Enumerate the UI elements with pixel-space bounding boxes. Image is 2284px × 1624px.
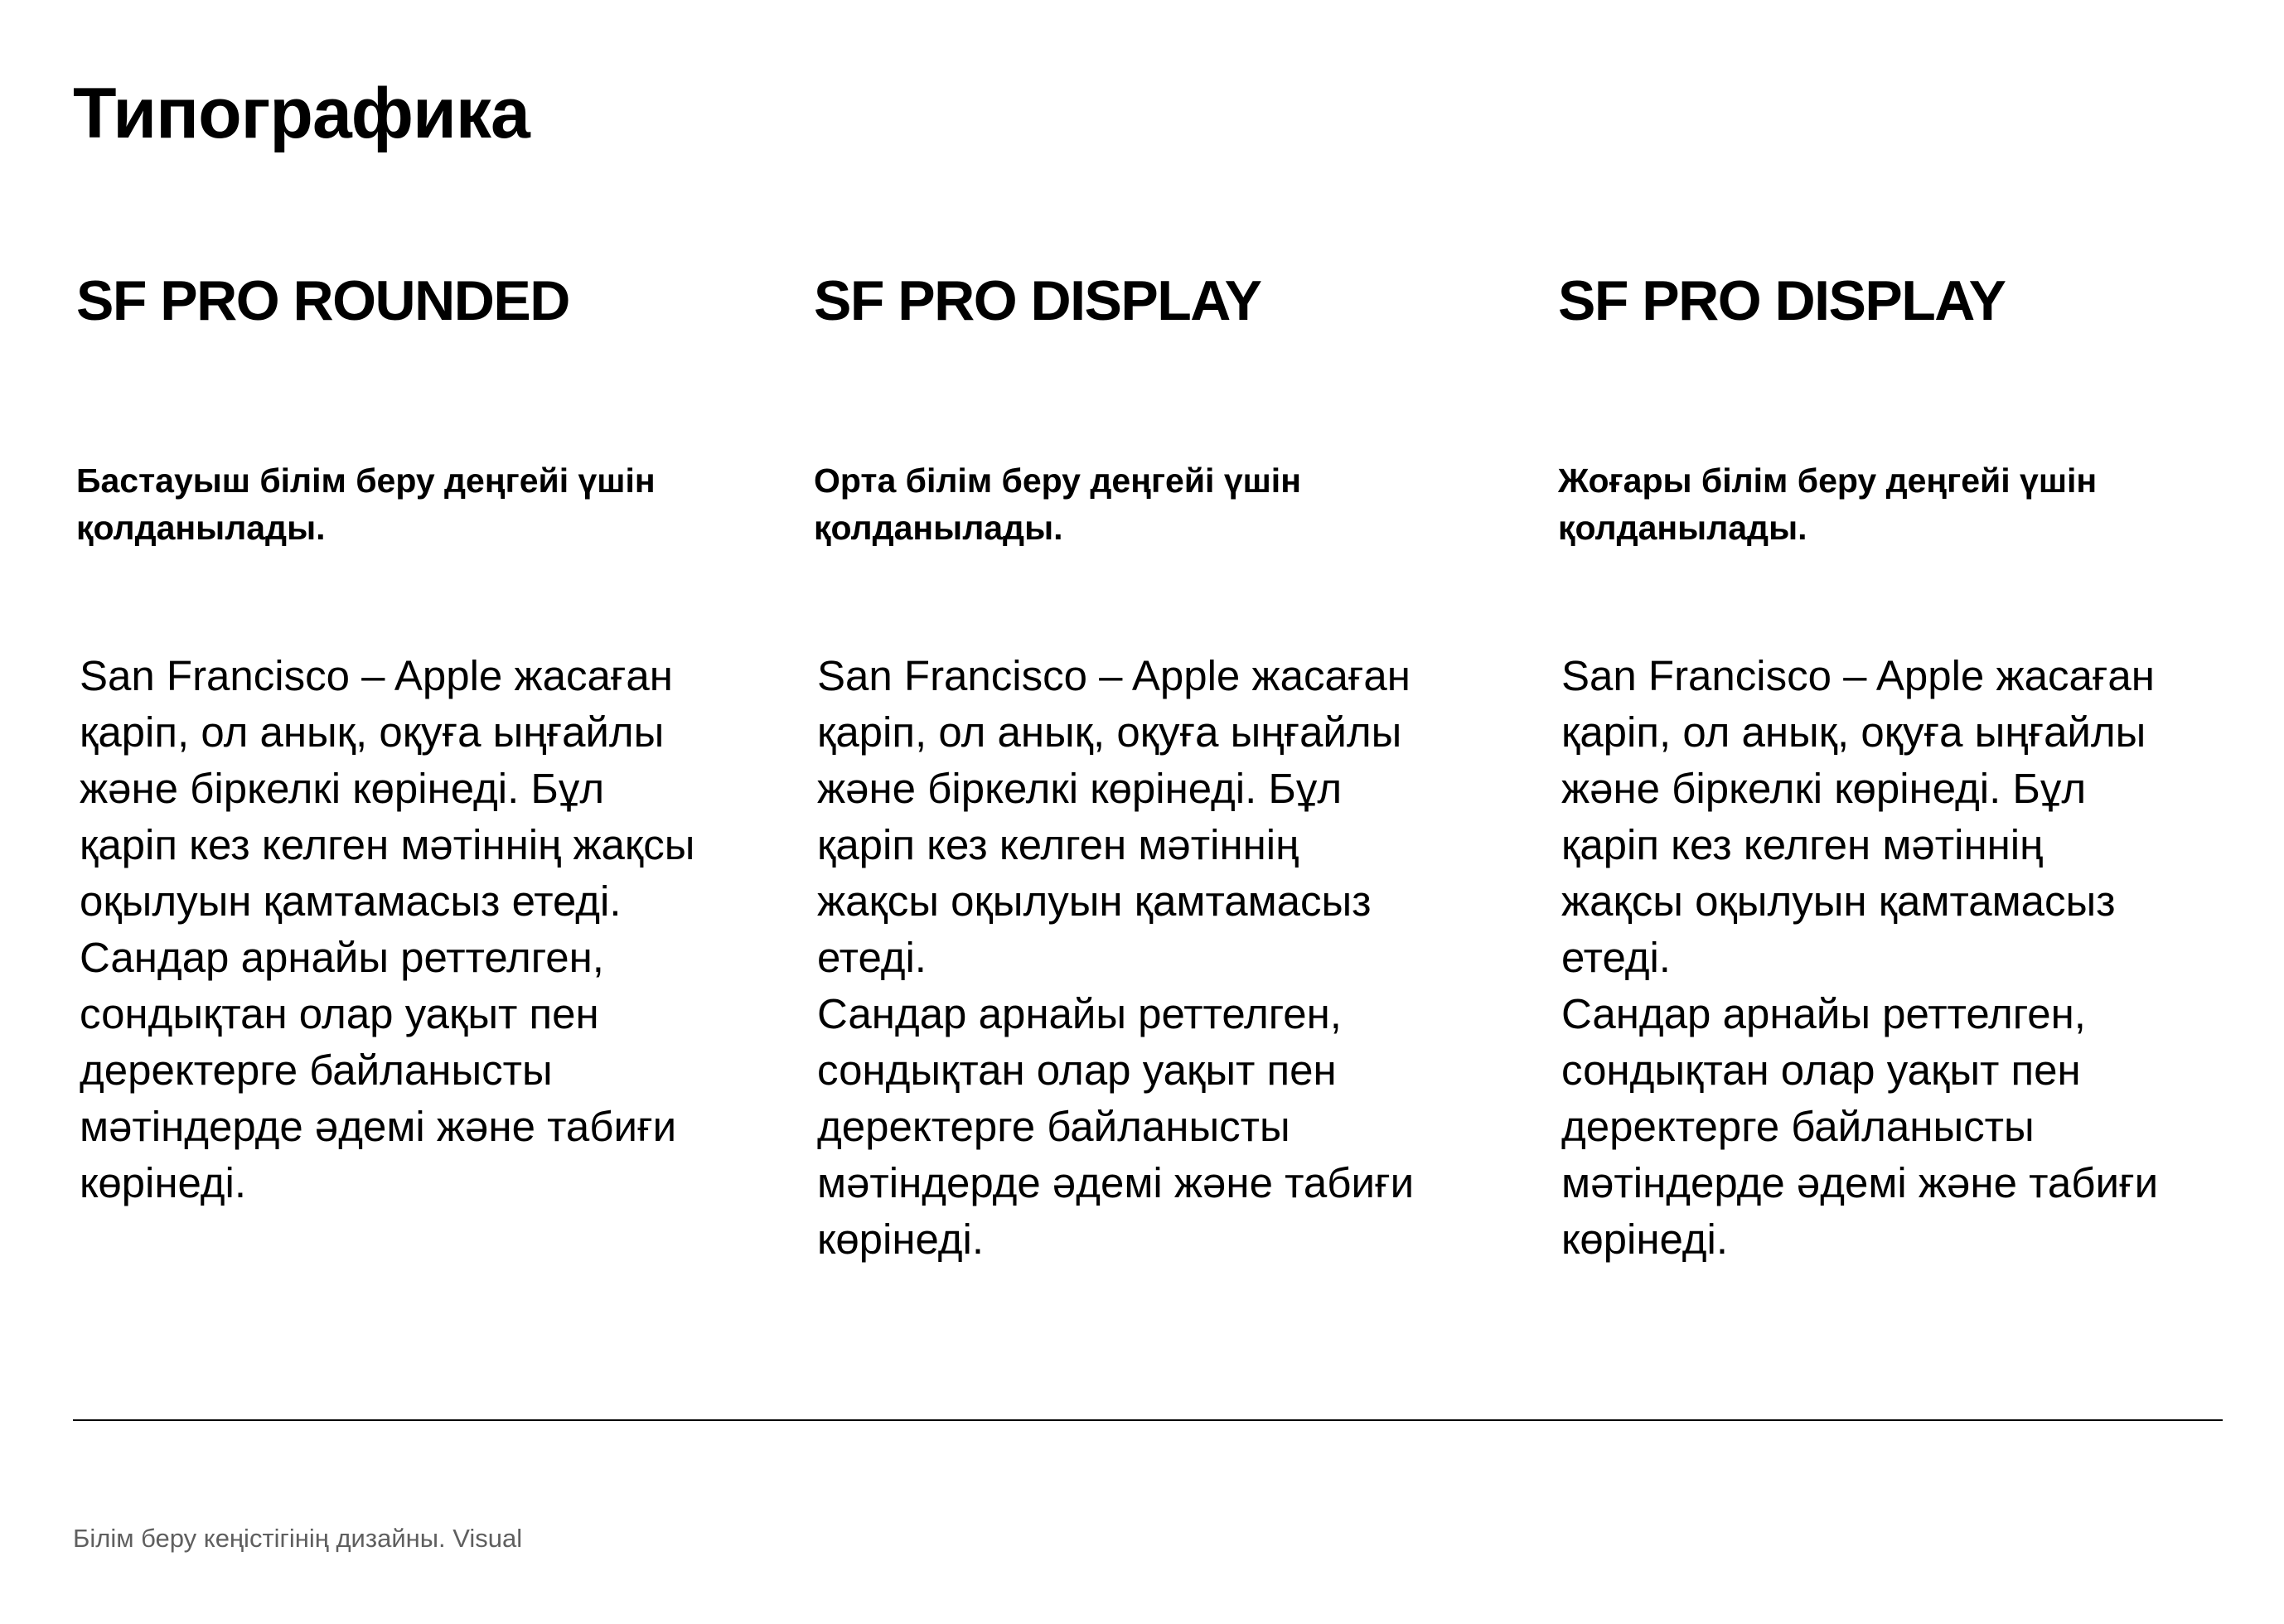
sample-line: қаріп, ол анық, оқуға ыңғайлы: [1561, 708, 2146, 756]
sample-line: жақсы оқылуын қамтамасыз: [817, 877, 1372, 925]
sample-line: San Francisco – Apple жасаған: [1561, 652, 2155, 699]
sample-text: [817, 648, 1414, 1268]
sample-line: және біркелкі көрінеді. Бұл: [1561, 765, 2087, 812]
sample-line: Сандар арнайы реттелген,: [80, 934, 604, 981]
sample-line: қаріп кез келген мәтіннің жақсы: [80, 821, 695, 868]
sample-line: қаріп, ол анық, оқуға ыңғайлы: [817, 708, 1402, 756]
sample-line: қаріп кез келген мәтіннің: [817, 821, 1299, 868]
sample-line: етеді.: [817, 934, 927, 981]
footer-divider: [73, 1419, 2223, 1421]
usage-description: Орта білім беру деңгейі үшін қолданылады.: [814, 462, 1301, 547]
sample-line: және біркелкі көрінеді. Бұл: [80, 765, 605, 812]
sample-line: қаріп, ол анық, оқуға ыңғайлы: [80, 708, 665, 756]
sample-line: Сандар арнайы реттелген,: [817, 990, 1342, 1037]
sample-line: деректерге байланысты: [80, 1046, 553, 1094]
sample-line: мәтіндерде әдемі және табиғи: [1561, 1159, 2159, 1206]
sample-line: мәтіндерде әдемі және табиғи: [817, 1159, 1415, 1206]
sample-line: және біркелкі көрінеді. Бұл: [817, 765, 1343, 812]
font-name-heading: SF PRO DISPLAY: [814, 269, 1261, 332]
sample-line: деректерге байланысты: [1561, 1103, 2035, 1150]
sample-line: Сандар арнайы реттелген,: [1561, 990, 2086, 1037]
sample-line: деректерге байланысты: [817, 1103, 1290, 1150]
sample-line: мәтіндерде әдемі және табиғи: [80, 1103, 677, 1150]
page-title: Типографика: [73, 74, 530, 153]
sample-line: жақсы оқылуын қамтамасыз: [1561, 877, 2116, 925]
sample-line: San Francisco – Apple жасаған: [817, 652, 1411, 699]
footer-caption: Білім беру кеңістігінің дизайны. Visual: [73, 1524, 523, 1553]
font-name-heading: SF PRO ROUNDED: [76, 269, 569, 332]
sample-line: көрінеді.: [80, 1159, 247, 1206]
font-name-heading: SF PRO DISPLAY: [1558, 269, 2006, 332]
sample-line: қаріп кез келген мәтіннің: [1561, 821, 2044, 868]
sample-line: сондықтан олар уақыт пен: [817, 1046, 1337, 1094]
sample-line: оқылуын қамтамасыз етеді.: [80, 877, 622, 925]
sample-line: көрінеді.: [1561, 1216, 1729, 1263]
sample-line: көрінеді.: [817, 1216, 985, 1263]
usage-description: Жоғары білім беру деңгейі үшін қолданылады.: [1558, 462, 2098, 547]
sample-line: San Francisco – Apple жасаған: [80, 652, 673, 699]
sample-text: [80, 648, 694, 1211]
usage-description: Бастауыш білім беру деңгейі үшін қолданылады.: [76, 462, 656, 547]
sample-text: [1561, 648, 2158, 1268]
sample-line: сондықтан олар уақыт пен: [80, 990, 599, 1037]
sample-line: етеді.: [1561, 934, 1671, 981]
sample-line: сондықтан олар уақыт пен: [1561, 1046, 2081, 1094]
